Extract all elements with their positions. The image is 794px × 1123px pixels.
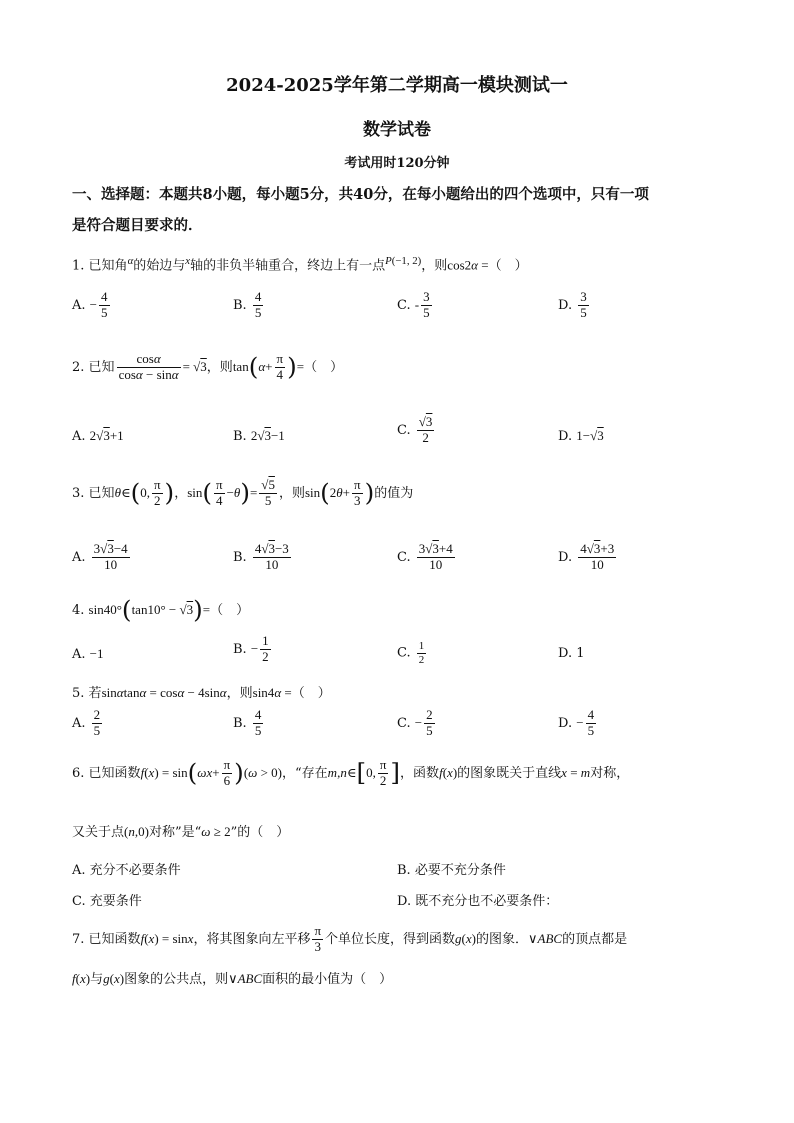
q1-option-c[interactable]: C. - $\frac{3}{5}$ (397, 289, 430, 320)
q1-option-b[interactable]: B. $\frac{4}{5}$ (233, 289, 262, 320)
q6-option-b[interactable]: B. 必要不充分条件 (397, 863, 506, 878)
question-6-line2: 又关于点(n,0)对称”是“ω ≥ 2”的（ ） (72, 824, 290, 840)
q3-option-c[interactable]: C. $\frac{3√3+4}{10}$ (397, 541, 453, 572)
q6-option-a[interactable]: A. 充分不必要条件 (72, 863, 181, 878)
section-heading-line2: 是符合题目要求的． (72, 217, 203, 234)
q4-option-d[interactable]: D. 1 (558, 646, 585, 661)
question-5: 5. 若sinαtanα = cosα − 4sinα，则sin4α =（ ） (72, 685, 331, 701)
q5-option-d[interactable]: D. − $\frac{4}{5}$ (558, 707, 595, 738)
q1-option-a[interactable]: A. − $\frac{4}{5}$ (72, 289, 108, 320)
q2-option-b[interactable]: B. 2√3−1 (233, 428, 285, 444)
q3-option-a[interactable]: A. $\frac{3√3-4}{10}$ (72, 541, 128, 572)
question-1: 1. 已知角$^\alpha$的始边与$^x$轴的非负半轴重合，终边上有一点$^{P(-1, 2)}$，则cos2α =（ ） (72, 255, 528, 274)
q5-option-a[interactable]: A. $\frac{2}{5}$ (72, 707, 101, 738)
q1-option-d[interactable]: D. $\frac{3}{5}$ (558, 289, 587, 320)
q4-option-c[interactable]: C. $\frac{1}{2}$ (397, 640, 425, 666)
q2-option-d[interactable]: D. 1−√3 (558, 428, 604, 444)
q6-option-d[interactable]: D. 既不充分也不必要条件： (397, 894, 559, 909)
q5-option-c[interactable]: C. − $\frac{2}{5}$ (397, 707, 433, 738)
exam-time: 考试用时120分钟 (344, 156, 450, 171)
question-7-line2: f(x)与g(x)图象的公共点，则∨ABC面积的最小值为（ ） (72, 971, 393, 987)
question-4: 4. sin40°(tan10° − √3)=（ ） (72, 595, 250, 624)
q4-option-b[interactable]: B. − $\frac{1}{2}$ (233, 633, 269, 664)
q3-option-b[interactable]: B. $\frac{4√3-3}{10}$ (233, 541, 289, 572)
q2-option-c[interactable]: C. $\frac{√3}{2}$ (397, 414, 433, 445)
question-2: 2. 已知 $\frac{\cos\alpha}{\cos\alpha - \sin\alpha}$ = √3，则tan(α+ $\frac{\pi}{4}$ )=（ ） (72, 351, 344, 382)
question-3: 3. 已知θ∈(0, $\frac{\pi}{2}$ )，sin( $\frac{\pi}{4}$ −θ)= $\frac{√5}{5}$ ，则sin(2θ+ $\frac{\pi}{3}$ )的值为 (72, 477, 414, 508)
q2-option-a[interactable]: A. 2√3+1 (72, 428, 124, 444)
exam-title: 2024-2025学年第二学期高一模块测试一 (226, 75, 568, 96)
question-6: 6. 已知函数f(x) = sin(ωx+ $\frac{\pi}{6}$ )(ω > 0)，“存在m,n∈[0, $\frac{\pi}{2}$ ]，函数f(x)的图象既关于直线x = m对称， (72, 757, 630, 788)
q6-option-c[interactable]: C. 充要条件 (72, 894, 142, 909)
subject-title: 数学试卷 (363, 120, 431, 140)
q3-option-d[interactable]: D. $\frac{4√3+3}{10}$ (558, 541, 615, 572)
section-heading-line1: 一、选择题：本题共8小题，每小题5分，共40分，在每小题给出的四个选项中，只有一项 (72, 186, 649, 203)
q5-option-b[interactable]: B. $\frac{4}{5}$ (233, 707, 262, 738)
question-number: 1. (72, 258, 85, 274)
q4-option-a[interactable]: A. −1 (72, 646, 104, 662)
question-7: 7. 已知函数f(x) = sinx，将其图象向左平移 $\frac{\pi}{3}$ 个单位长度，得到函数g(x)的图象．∨ABC的顶点都是 (72, 923, 628, 954)
